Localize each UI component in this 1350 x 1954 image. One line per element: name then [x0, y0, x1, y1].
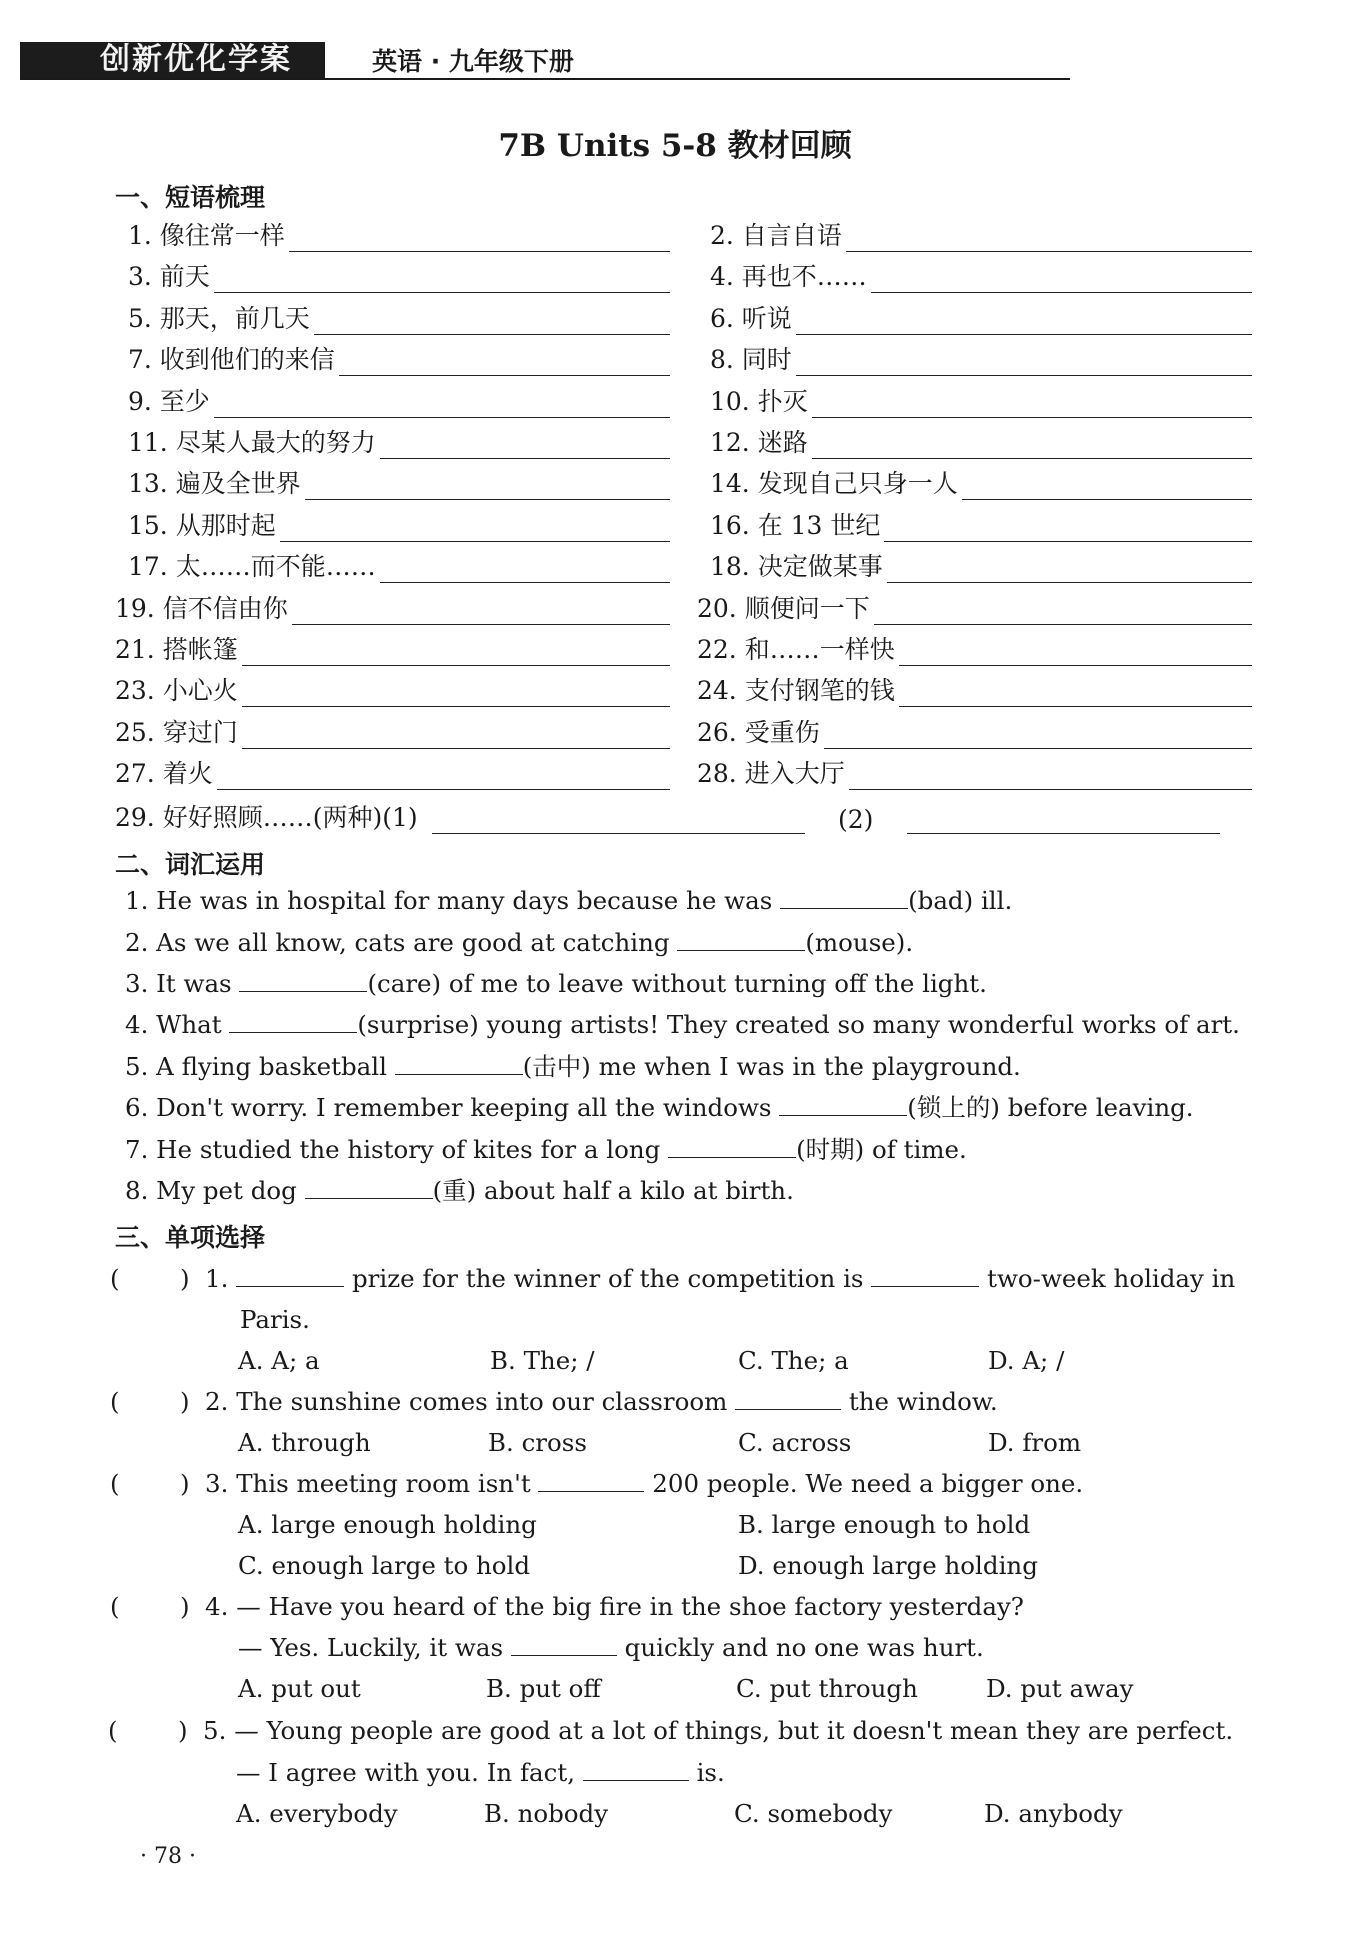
phrase-label: 5. 那天，前几天: [128, 303, 310, 333]
phrase-item: [710, 466, 1252, 500]
phrase-label: 15. 从那时起: [128, 510, 276, 540]
phrase-label: 21. 搭帐篷: [115, 635, 238, 664]
phrase-item: [115, 673, 670, 707]
phrase-label: 13. 遍及全世界: [128, 469, 301, 499]
answer-blank[interactable]: [395, 1050, 523, 1075]
answer-blank[interactable]: [314, 312, 670, 335]
phrase-item: [128, 218, 670, 252]
answer-blank[interactable]: [305, 477, 670, 500]
option-a[interactable]: A. large enough holding: [238, 1510, 537, 1539]
phrase-item: [697, 591, 1252, 625]
option-b[interactable]: B. cross: [488, 1428, 587, 1457]
option-b[interactable]: B. large enough to hold: [738, 1510, 1031, 1539]
phrase-label: 27. 着火: [115, 759, 213, 789]
answer-paren-right: ): [180, 1592, 190, 1621]
phrase-label: 6. 听说: [710, 303, 792, 333]
answer-paren-left: (: [110, 1387, 120, 1416]
brand-logo: 创新优化学案: [100, 42, 292, 77]
option-c[interactable]: C. put through: [736, 1674, 918, 1703]
phrase-label: 28. 进入大厅: [697, 759, 845, 789]
phrase-label: 24. 支付钢笔的钱: [697, 676, 895, 706]
section-heading-choice: 三、单项选择: [115, 1223, 266, 1252]
answer-blank[interactable]: [242, 684, 670, 707]
phrase-item: [128, 425, 670, 459]
question-2: 2. The sunshine comes into our classroom the window.: [205, 1387, 998, 1416]
phrase-item: [128, 259, 670, 293]
section-heading-phrases: 一、短语梳理: [115, 183, 266, 212]
question-1-cont: Paris.: [240, 1305, 310, 1334]
answer-paren-left: (: [110, 1592, 120, 1621]
phrase-label: 1. 像往常一样: [128, 221, 285, 250]
phrase-item: [115, 715, 670, 749]
answer-blank[interactable]: [668, 1133, 796, 1158]
answer-blank[interactable]: [380, 436, 670, 459]
option-b[interactable]: B. The; /: [490, 1346, 595, 1375]
answer-blank[interactable]: [849, 767, 1252, 790]
answer-blank[interactable]: [432, 811, 805, 834]
phrase-label: 10. 扑灭: [710, 386, 808, 416]
option-a[interactable]: A. put out: [238, 1674, 361, 1703]
phrase-item: [710, 342, 1252, 376]
page-number: · 78 ·: [140, 1844, 196, 1869]
question-4: 4. — Have you heard of the big fire in the shoe factory yesterday?: [205, 1592, 1024, 1621]
answer-blank[interactable]: [217, 767, 670, 790]
phrase-item: [710, 549, 1252, 583]
question-3: 3. This meeting room isn't 200 people. We need a bigger one.: [205, 1469, 1084, 1498]
phrase-label: 20. 顺便问一下: [697, 593, 870, 623]
answer-blank[interactable]: [874, 602, 1252, 625]
answer-blank[interactable]: [280, 519, 670, 542]
answer-blank[interactable]: [796, 312, 1252, 335]
phrase-label: 7. 收到他们的来信: [128, 345, 335, 375]
answer-blank[interactable]: [780, 884, 908, 909]
phrase-item: [697, 756, 1252, 790]
phrase-item: [710, 425, 1252, 459]
answer-blank[interactable]: [239, 967, 367, 992]
option-d[interactable]: D. from: [988, 1428, 1082, 1457]
phrase-item: [697, 632, 1252, 666]
phrase-label: 16. 在 13 世纪: [710, 510, 881, 540]
option-d[interactable]: D. A; /: [988, 1346, 1065, 1375]
answer-blank[interactable]: [899, 684, 1252, 707]
answer-blank[interactable]: [735, 1385, 841, 1410]
phrase-item-29: [115, 800, 805, 834]
page-title: 7B Units 5-8 教材回顾: [498, 128, 852, 164]
phrase-item: [128, 549, 670, 583]
phrase-label: 29. 好好照顾……(两种)(1): [115, 803, 418, 832]
phrase-item: [128, 384, 670, 418]
answer-blank[interactable]: [812, 436, 1252, 459]
answer-blank[interactable]: [538, 1467, 644, 1492]
phrase-label: 4. 再也不……: [710, 262, 867, 292]
phrase-item-29-part2: [838, 800, 1220, 834]
answer-blank[interactable]: [214, 270, 670, 293]
phrase-item: [128, 508, 670, 542]
question-1: 1. prize for the winner of the competition is two-week holiday in: [205, 1264, 1236, 1293]
phrase-item: [697, 715, 1252, 749]
option-c[interactable]: C. enough large to hold: [238, 1551, 531, 1580]
option-c[interactable]: C. The; a: [738, 1346, 849, 1375]
option-c[interactable]: C. across: [738, 1428, 852, 1457]
phrase-item: [128, 301, 670, 335]
phrase-item: [128, 342, 670, 376]
answer-blank[interactable]: [380, 560, 670, 583]
phrase-label: (2): [838, 805, 874, 834]
answer-blank[interactable]: [583, 1756, 689, 1781]
answer-blank[interactable]: [884, 519, 1252, 542]
answer-blank[interactable]: [899, 643, 1252, 666]
phrase-label: 17. 太……而不能……: [128, 552, 376, 582]
vocab-item: 4. What (surprise) young artists! They created so many wonderful works of art.: [125, 1010, 1240, 1039]
answer-blank[interactable]: [887, 560, 1252, 583]
phrase-label: 12. 迷路: [710, 428, 808, 457]
phrase-label: 9. 至少: [128, 386, 210, 416]
answer-blank[interactable]: [871, 1262, 979, 1287]
question-5: 5. — Young people are good at a lot of things, but it doesn't mean they are perfect.: [203, 1716, 1234, 1745]
answer-blank[interactable]: [846, 229, 1252, 252]
phrase-label: 25. 穿过门: [115, 717, 238, 747]
answer-blank[interactable]: [796, 353, 1252, 376]
answer-blank[interactable]: [305, 1174, 433, 1199]
answer-blank[interactable]: [339, 353, 670, 376]
option-d[interactable]: D. anybody: [984, 1799, 1123, 1828]
option-a[interactable]: A. A; a: [238, 1346, 320, 1375]
answer-paren-right: ): [180, 1264, 190, 1293]
answer-blank[interactable]: [677, 926, 805, 951]
answer-blank[interactable]: [779, 1091, 907, 1116]
answer-paren-left: (: [108, 1716, 118, 1745]
phrase-item: [115, 756, 670, 790]
vocab-item: 1. He was in hospital for many days because he was (bad) ill.: [125, 886, 1013, 915]
header-rule: [20, 78, 1070, 80]
phrase-label: 3. 前天: [128, 262, 210, 292]
vocab-item: 7. He studied the history of kites for a long (时期) of time.: [125, 1135, 967, 1164]
phrase-label: 22. 和……一样快: [697, 635, 895, 664]
phrase-item: [115, 632, 670, 666]
answer-blank[interactable]: [907, 811, 1220, 834]
answer-blank[interactable]: [812, 395, 1252, 418]
option-d[interactable]: D. enough large holding: [738, 1551, 1038, 1580]
subject-label: 英语 · 九年级下册: [372, 47, 574, 76]
option-c[interactable]: C. somebody: [734, 1799, 893, 1828]
phrase-item: [115, 591, 670, 625]
answer-blank[interactable]: [962, 477, 1252, 500]
answer-blank[interactable]: [229, 1008, 357, 1033]
vocab-item: 5. A flying basketball (击中) me when I was in the playground.: [125, 1052, 1021, 1081]
phrase-item: [697, 673, 1252, 707]
answer-blank[interactable]: [242, 726, 670, 749]
answer-paren-right: ): [180, 1387, 190, 1416]
phrase-label: 8. 同时: [710, 345, 792, 375]
answer-blank[interactable]: [214, 395, 670, 418]
phrase-item: [710, 259, 1252, 293]
vocab-item: 8. My pet dog (重) about half a kilo at birth.: [125, 1176, 794, 1205]
answer-paren-right: ): [180, 1469, 190, 1498]
phrase-label: 2. 自言自语: [710, 221, 842, 250]
answer-paren-right: ): [178, 1716, 188, 1745]
vocab-item: 6. Don't worry. I remember keeping all the windows (锁上的) before leaving.: [125, 1093, 1194, 1122]
phrase-item: [710, 218, 1252, 252]
answer-paren-left: (: [110, 1264, 120, 1293]
option-d[interactable]: D. put away: [986, 1674, 1134, 1703]
phrase-item: [710, 301, 1252, 335]
answer-blank[interactable]: [871, 270, 1252, 293]
question-5-reply: — I agree with you. In fact, is.: [236, 1758, 725, 1787]
phrase-label: 23. 小心火: [115, 676, 238, 706]
option-b[interactable]: B. put off: [486, 1674, 601, 1703]
answer-blank[interactable]: [289, 229, 670, 252]
vocab-item: 3. It was (care) of me to leave without turning off the light.: [125, 969, 987, 998]
phrase-label: 19. 信不信由你: [115, 593, 288, 623]
phrase-label: 14. 发现自己只身一人: [710, 469, 958, 499]
option-b[interactable]: B. nobody: [484, 1799, 609, 1828]
answer-blank[interactable]: [511, 1631, 617, 1656]
section-heading-vocabulary: 二、词汇运用: [115, 850, 266, 879]
phrase-label: 18. 决定做某事: [710, 552, 883, 582]
option-a[interactable]: A. everybody: [236, 1799, 398, 1828]
phrase-item: [128, 466, 670, 500]
phrase-label: 11. 尽某人最大的努力: [128, 428, 376, 457]
answer-blank[interactable]: [824, 726, 1252, 749]
vocab-item: 2. As we all know, cats are good at catching (mouse).: [125, 928, 914, 957]
phrase-item: [710, 384, 1252, 418]
answer-paren-left: (: [110, 1469, 120, 1498]
answer-blank[interactable]: [236, 1262, 344, 1287]
answer-blank[interactable]: [242, 643, 670, 666]
question-4-reply: — Yes. Luckily, it was quickly and no one was hurt.: [238, 1633, 984, 1662]
phrase-label: 26. 受重伤: [697, 717, 820, 747]
answer-blank[interactable]: [292, 602, 670, 625]
option-a[interactable]: A. through: [238, 1428, 371, 1457]
phrase-item: [710, 508, 1252, 542]
